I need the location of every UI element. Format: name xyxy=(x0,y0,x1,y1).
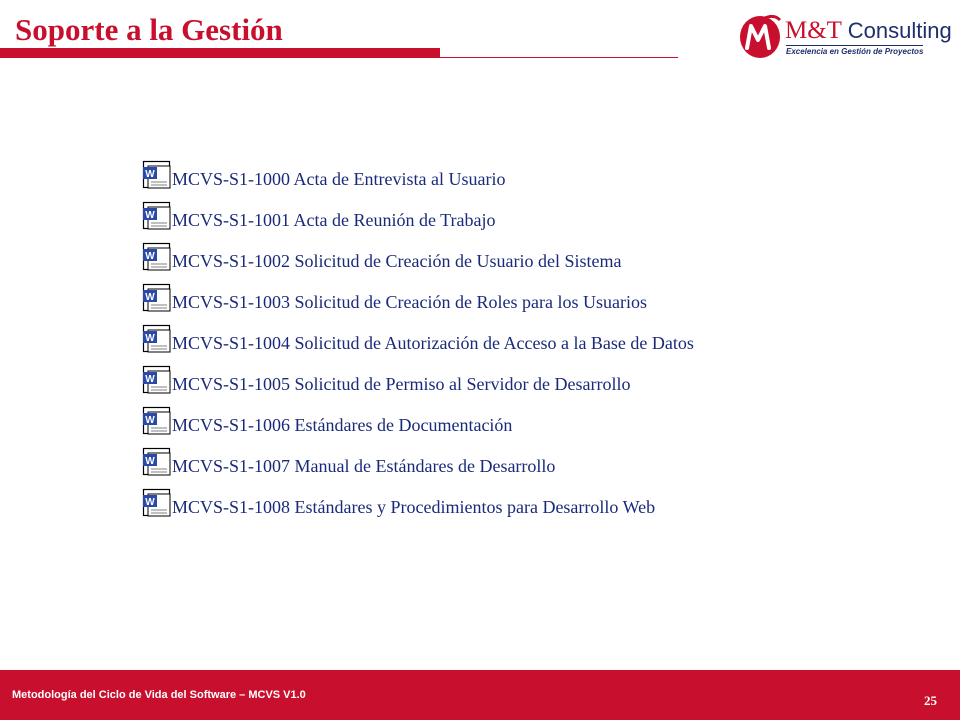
svg-text:W: W xyxy=(145,374,155,385)
document-link[interactable] xyxy=(142,201,694,242)
logo-brand-consulting: Consulting xyxy=(847,18,952,43)
document-label[interactable]: MCVS-S1-1006 Estándares de Documentación xyxy=(172,415,513,435)
page-number: 25 xyxy=(924,693,937,708)
svg-text:W: W xyxy=(145,456,155,467)
word-document-icon[interactable] xyxy=(142,447,172,477)
svg-text:W: W xyxy=(145,292,155,303)
company-logo xyxy=(738,12,953,60)
mt-logo-icon xyxy=(738,12,782,60)
svg-text:W: W xyxy=(145,251,155,262)
svg-text:W: W xyxy=(145,415,155,426)
document-label[interactable]: MCVS-S1-1008 Estándares y Procedimientos para Desarrollo Web xyxy=(172,497,656,517)
page-title: Soporte a la Gestión xyxy=(15,12,283,47)
word-document-icon[interactable] xyxy=(142,324,172,354)
svg-text:W: W xyxy=(145,169,155,180)
footer-text: Metodología del Ciclo de Vida del Software – MCVS V1.0 xyxy=(12,689,306,701)
footer-bar xyxy=(0,670,960,720)
logo-brand-mt: M&T xyxy=(785,17,842,44)
document-link[interactable] xyxy=(142,242,694,283)
document-label[interactable]: MCVS-S1-1002 Solicitud de Creación de Usuario del Sistema xyxy=(172,251,622,271)
word-document-icon[interactable] xyxy=(142,201,172,231)
document-list xyxy=(142,160,694,529)
document-label[interactable]: MCVS-S1-1000 Acta de Entrevista al Usuario xyxy=(172,169,506,189)
document-link[interactable] xyxy=(142,365,694,406)
document-label[interactable]: MCVS-S1-1007 Manual de Estándares de Desarrollo xyxy=(172,456,556,476)
document-label[interactable]: MCVS-S1-1001 Acta de Reunión de Trabajo xyxy=(172,210,496,230)
document-label[interactable]: MCVS-S1-1004 Solicitud de Autorización de Acceso a la Base de Datos xyxy=(172,333,694,353)
document-link[interactable] xyxy=(142,160,694,201)
document-link[interactable] xyxy=(142,406,694,447)
word-document-icon[interactable] xyxy=(142,406,172,436)
document-label[interactable]: MCVS-S1-1003 Solicitud de Creación de Roles para los Usuarios xyxy=(172,292,647,312)
logo-brand xyxy=(785,18,952,43)
logo-tagline: Excelencia en Gestión de Proyectos xyxy=(786,47,924,56)
title-underline-bar xyxy=(0,48,440,58)
word-document-icon[interactable] xyxy=(142,160,172,190)
document-link[interactable] xyxy=(142,324,694,365)
svg-text:W: W xyxy=(145,497,155,508)
word-document-icon[interactable] xyxy=(142,488,172,518)
document-link[interactable] xyxy=(142,447,694,488)
svg-text:W: W xyxy=(145,210,155,221)
title-underline-line xyxy=(440,57,678,58)
word-document-icon[interactable] xyxy=(142,283,172,313)
word-document-icon[interactable] xyxy=(142,242,172,272)
document-label[interactable]: MCVS-S1-1005 Solicitud de Permiso al Servidor de Desarrollo xyxy=(172,374,631,394)
document-link[interactable] xyxy=(142,488,694,529)
svg-text:W: W xyxy=(145,333,155,344)
document-link[interactable] xyxy=(142,283,694,324)
word-document-icon[interactable] xyxy=(142,365,172,395)
